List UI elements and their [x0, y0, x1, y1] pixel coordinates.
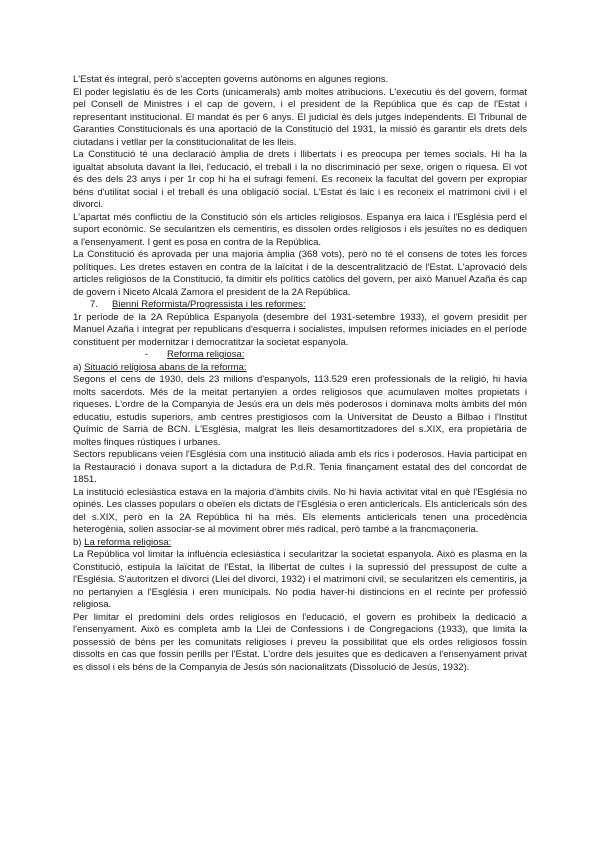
- paragraph-estat-integral: L'Estat és integral, però s'accepten governs autònoms en algunes regions.: [73, 74, 389, 85]
- paragraph-limitar-ordes: Per limitar el predomini dels ordes religiosos en l'educació, el govern es prohibeix la dedicació a l'ensenyament. Això es completa amb la Llei de Confessions i de Congregacions (1933), que limita la possessió de béns per les comunitats religioses i preveu la possibilitat que els ordes religiosos fossin dissolts en cas que fossin perills per l'Estat. L'ordre dels jesuïtes que es dedicaven a l'ensenyament privat es dissol i els béns de la Companyia de Jesús són nacionalitzats (Dissolució de Jesús, 1932).: [73, 611, 527, 673]
- paragraph-drets-llibertats: La Constitució té una declaració àmplia de drets i llibertats i es preocupa per temes socials. Hi ha la igualtat absoluta davant la llei, l'educació, el treball i la no discriminació per sexe, origen o riquesa. El vot és des dels 23 anys i per 1r cop hi ha el sufragi femení. Es reconeix la facultat del govern per expropiar béns d'utilitat social i el treball és una obligació social. L'Estat és laic i es reconeix el matrimoni civil i el divorci.: [73, 149, 527, 210]
- bullet-dash: -: [145, 349, 149, 360]
- subsection-heading: [73, 349, 527, 362]
- part-b-heading: [73, 537, 527, 550]
- section-number: 7.: [90, 299, 98, 310]
- part-a-heading: [73, 362, 527, 375]
- paragraph-sectors-republicans: Sectors republicans veien l'Església com una institució aliada amb els rics i poderosos. Havia participat en la Restauració i donava suport a la dictadura de P.d.R. Tenia finançament estatal des del concordat de 1851.: [73, 449, 527, 485]
- part-a-title: Situació religiosa abans de la reforma:: [84, 361, 247, 373]
- section-7-heading: [73, 299, 527, 312]
- paragraph-bienni-intro: 1r període de la 2A República Espanyola (desembre del 1931-setembre 1933), el govern presidit per Manuel Azaña i integrat per republicans d'esquerra i socialistes, impulsen reformes iniciades en el període constituent per modernitzar i democratitzar la societat espanyola.: [73, 311, 527, 348]
- part-b-title: La reforma religiosa:: [84, 536, 172, 548]
- part-a-label: a): [73, 361, 82, 373]
- paragraph-institucio-eclesiastica: La institució eclesiàstica estava en la majoria d'àmbits civils. No hi havia activitat vital en què l'Església no opinés. Les classes populars o obeïen els dictats de l'Església o eren anticlericals. Els anticlericals són des del s.XIX, però en la 2A República hi ha més. Els elements anticlericals tenen una procedència heterogènia, solien associar-se al moviment obrer més radical, però també a la francmaçoneria.: [73, 486, 527, 535]
- paragraph-republica-limita: La República vol limitar la influència eclesiàstica i secularitzar la societat espanyola. Això es plasma en la Constitució, estipula la laïcitat de l'Estat, la llibertat de cultes i la supressió del pressupost de culte a l'Església. S'autoritzen el divorci (Llei del divorci, 1932) i el matrimoni civil, se secularitzen els cementiris, ja no pertanyien a l'Església i eren municipals. No podia haver-hi distincions en el recinte per professió religiosa.: [73, 549, 527, 610]
- paragraph-aprovacio: La Constitució és aprovada per una majoria àmplia (368 vots), però no té el consens de totes les forces polítiques. Les dretes estaven en contra de la laïcitat i de la descentralització de l'Estat. L'aprovació dels articles religiosos de la Constitució, fa dimitir els polítics catòlics del govern, per això Manuel Azaña és cap de govern i Niceto Alcalá Zamora el president de la 2A República.: [73, 249, 527, 298]
- part-b-label: b): [73, 536, 82, 548]
- document-page: [73, 74, 527, 674]
- subsection-title: Reforma religiosa:: [167, 349, 245, 360]
- section-title: Bienni Reformista/Progressista i les reformes:: [112, 299, 306, 310]
- paragraph-articles-religiosos: L'apartat més conflictiu de la Constitució són els articles religiosos. Espanya era laica i l'Església perd el suport econòmic. Se secularitzen els cementiris, es dissolen ordes religiosos i els jesuïtes no es dediquen a l'ensenyament. I gent es posa en contra de la República.: [73, 211, 527, 248]
- paragraph-poders: El poder legislatiu és de les Corts (unicamerals) amb moltes atribucions. L'executiu és del govern, format pel Consell de Ministres i el cap de govern, i el president de la República que és cap de l'Estat i representant institucional. El mandat és per 6 anys. El judicial és dels jutges independents. El Tribunal de Garanties Constitucionals és una aportació de la Constitució del 1931, la missió és garantir els drets dels ciutadans i vetllar per la constitucionalitat de les lleis.: [73, 86, 527, 148]
- paragraph-cens-1930: Segons el cens de 1930, dels 23 milions d'espanyols, 113.529 eren professionals de la religió, hi havia molts sacerdots. Més de la meitat pertanyien a ordes religiosos que acumulaven moltes propietats i riqueses. L'ordre de la Companyia de Jesús era un dels més poderosos i dominava molts àmbits del món educatiu, estudis superiors, amb centres prestigiosos com la Universitat de Deusto a Bilbao i l'Institut Químic de Sarrià de BCN. L'Església, malgrat les lleis desamortitzadores del s.XIX, era propietària de moltes finques rústiques i urbanes.: [73, 374, 527, 448]
